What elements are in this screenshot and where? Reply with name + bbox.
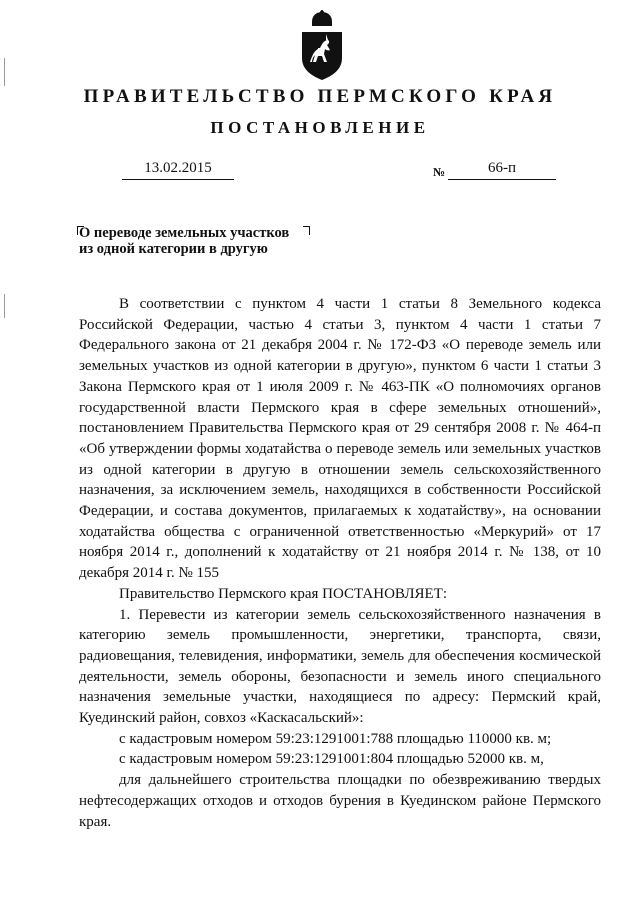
perm-krai-coat-of-arms-icon [296, 10, 348, 82]
document-date: 13.02.2015 [122, 160, 234, 180]
scan-edge-mark [4, 294, 5, 318]
cadastral-parcel-2: с кадастровым номером 59:23:1291001:804 площадью 52000 кв. м, [119, 751, 544, 768]
number-sign: № [433, 165, 446, 179]
document-subject [79, 225, 339, 257]
document-type-title: ПОСТАНОВЛЕНИЕ [210, 118, 430, 137]
preamble-paragraph: В соответствии с пунктом 4 части 1 статьи 8 Земельного кодекса Российской Федерации, частью 4 статьи 3, пунктом 4 части 1 статьи 7 Федерального закона от 21 декабря 2004 г. № 172-ФЗ «О переводе земель или земельных участков из одной категории в другую», пунктом 6 части 1 статьи 3 Закона Пермского края от 1 июля 2009 г. № 463-ПК «О полномочиях органов государственной власти Пермского края в сфере земельных отношений», постановлением Правительства Пермского края от 29 сентября 2008 г. № 464-п «Об утверждении формы ходатайства о переводе земель или земельных участков из одной категории в другую в отношении земель сельскохозяйственного назначения, за исключением земель, находящихся в собственности Российской Федерации, и состава документов, прилагаемых к ходатайству», на основании ходатайства общества с ограниченной ответственностью «Меркурий» от 17 ноября 2014 г., дополнений к ходатайству от 21 ноября 2014 г. № 138, от 10 декабря 2014 г. № 155 [79, 296, 601, 582]
cadastral-parcel-1: с кадастровым номером 59:23:1291001:788 площадью 110000 кв. м; [119, 730, 552, 747]
government-title: ПРАВИТЕЛЬСТВО ПЕРМСКОГО КРАЯ [83, 86, 557, 107]
subject-line-1: О переводе земельных участков [79, 225, 290, 241]
document-number: 66-п [448, 160, 556, 180]
document-body [79, 294, 601, 832]
item-1-paragraph: 1. Перевести из категории земель сельскохозяйственного назначения в категорию земель промышленности, энергетики, транспорта, связи, радиовещания, телевидения, информатики, земель для обеспечения космической деятельности, земель обороны, безопасности и земель иного специального назначения земельные участки, находящиеся по адресу: Пермский край, Куединский район, совхоз «Каскасальский»: [79, 606, 601, 727]
scan-edge-mark [4, 58, 5, 86]
resolution-clause: Правительство Пермского края ПОСТАНОВЛЯЕТ: [119, 585, 448, 602]
purpose-paragraph: для дальнейшего строительства площадки по обезвреживанию твердых нефтесодержащих отходов и отходов бурения в Куединском районе Пермского края. [79, 772, 601, 830]
subject-line-2: из одной категории в другую [79, 241, 268, 257]
